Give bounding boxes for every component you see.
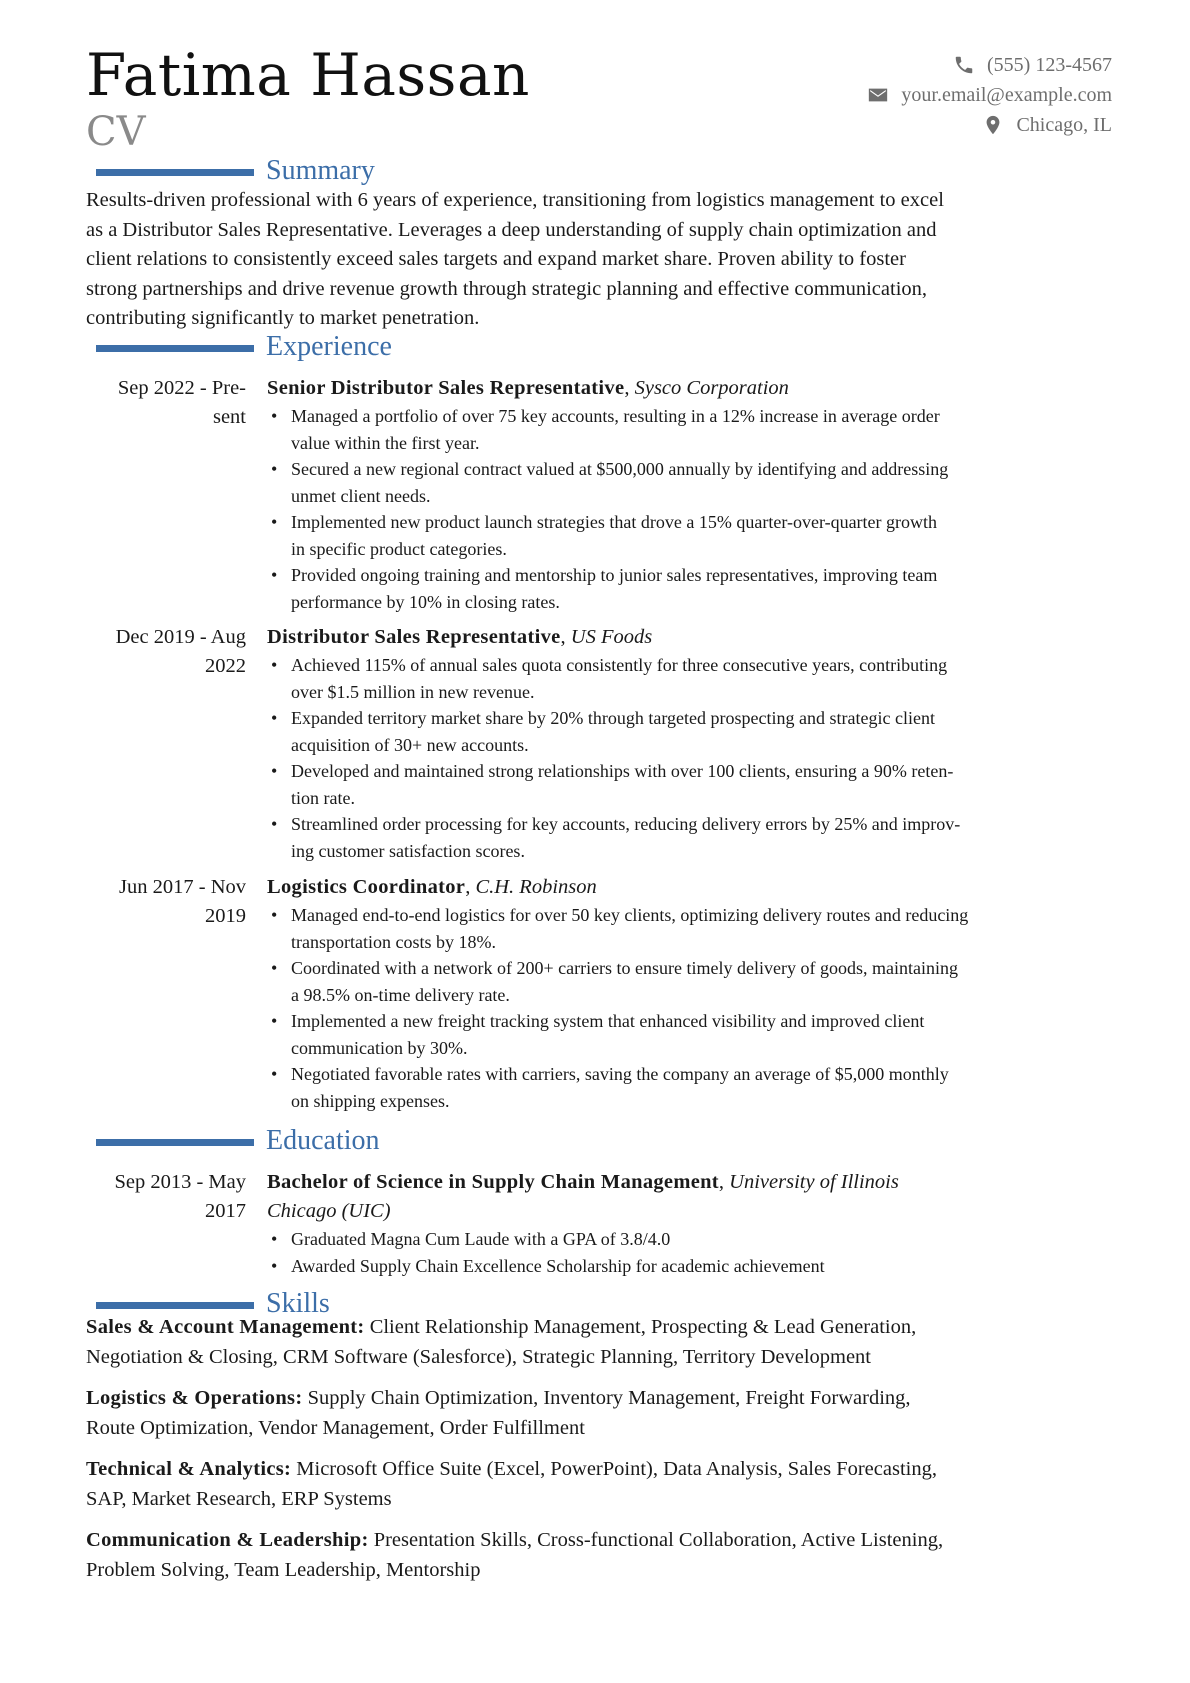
contact-location — [692, 110, 1112, 140]
bullet-item: • Provided ongoing training and mentorship to junior sales representatives, improving team performance by 10% in closing rates. — [267, 562, 1112, 615]
degree-title: Bachelor of Science in Supply Chain Management — [267, 1171, 719, 1193]
bullet-item: • Secured a new regional contract valued at $500,000 annually by identifying and addressing unmet client needs. — [267, 456, 1112, 509]
contact-email — [692, 80, 1112, 110]
skill-items: Supply Chain Optimization, Inventory Management, Freight Forwarding, — [307, 1387, 911, 1409]
entry-title: Distributor Sales Representative, US Foods — [267, 626, 653, 648]
bullet-item: • Managed end-to-end logistics for over 50 key clients, optimizing delivery routes and reducing transportation costs by 18%. — [267, 902, 1112, 955]
skill-group-label: Communication & Leadership: — [86, 1529, 369, 1551]
company-name: Sysco Corporation — [634, 377, 789, 399]
bullet-list — [267, 403, 1112, 615]
bullet-item: • Coordinated with a network of 200+ carriers to ensure timely delivery of goods, maintaining a 98.5% on-time delivery rate. — [267, 955, 1112, 1008]
bullet-list — [267, 652, 1112, 864]
entry-date — [86, 1168, 246, 1226]
date-line: Sep 2013 - May — [114, 1171, 246, 1193]
bullet-item: • Developed and maintained strong relationships with over 100 clients, ensuring a 90% reten- tion rate. — [267, 758, 1112, 811]
date-line: sent — [212, 406, 246, 428]
entry-body — [267, 873, 1112, 1114]
skill-group — [86, 1313, 1116, 1372]
entry-title: Senior Distributor Sales Representative, Sysco Corporation — [267, 377, 789, 399]
summary-line: strong partnerships and drive revenue growth through strategic planning and effective communication, — [86, 277, 928, 300]
contact-block — [692, 50, 1112, 140]
summary-line: client relations to consistently exceed sales targets and expand market share. Proven ability to foster — [86, 248, 906, 270]
skill-group — [86, 1526, 1116, 1585]
skill-items: Presentation Skills, Cross-functional Collaboration, Active Listening, — [373, 1529, 944, 1551]
bullet-item: • Implemented a new freight tracking system that enhanced visibility and improved client communication by 30%. — [267, 1008, 1112, 1061]
skills-list — [86, 1313, 1116, 1597]
company-name: C.H. Robinson — [475, 876, 597, 898]
bullet-item: • Awarded Supply Chain Excellence Scholarship for academic achievement — [267, 1253, 1112, 1280]
date-line: 2017 — [205, 1200, 246, 1222]
section-bar — [96, 1302, 254, 1309]
skill-items: Negotiation & Closing, CRM Software (Salesforce), Strategic Planning, Territory Development — [86, 1345, 872, 1368]
skill-group-label: Sales & Account Management: — [86, 1316, 365, 1338]
summary-line: contributing significantly to market penetration. — [86, 307, 480, 329]
education-heading — [96, 1124, 380, 1158]
bullet-item: • Streamlined order processing for key accounts, reducing delivery errors by 25% and improv- ing customer satisfaction scores. — [267, 811, 1112, 864]
date-line: Sep 2022 - Pre- — [117, 377, 246, 399]
date-line: 2022 — [205, 655, 246, 677]
job-title: Distributor Sales Representative — [267, 626, 561, 648]
skill-group-label: Technical & Analytics: — [86, 1458, 292, 1480]
document-label: CV — [86, 109, 146, 155]
entry-date — [86, 873, 246, 931]
bullet-item: • Achieved 115% of annual sales quota consistently for three consecutive years, contributing over $1.5 million in new revenue. — [267, 652, 1112, 705]
location-text: Chicago, IL — [1016, 114, 1112, 136]
envelope-icon — [867, 84, 889, 106]
bullet-list — [267, 1226, 1112, 1279]
entry-body — [267, 1168, 1112, 1279]
entry-title: Bachelor of Science in Supply Chain Management, University of Illinois — [267, 1171, 899, 1193]
section-title-skills: Skills — [266, 1288, 330, 1319]
bullet-item: • Graduated Magna Cum Laude with a GPA of 3.8/4.0 — [267, 1226, 1112, 1253]
summary-text — [86, 186, 1110, 334]
entry-title-continued — [267, 1197, 1112, 1226]
skill-group-label: Logistics & Operations: — [86, 1387, 303, 1409]
section-bar — [96, 169, 254, 176]
date-line: Jun 2017 - Nov — [119, 876, 246, 898]
summary-line: Results-driven professional with 6 years of experience, transitioning from logistics management to excel — [86, 189, 944, 211]
entry-date — [86, 623, 246, 681]
entry-body — [267, 623, 1112, 864]
skill-group — [86, 1455, 1116, 1514]
contact-phone — [692, 50, 1112, 80]
email-text[interactable]: your.email@example.com — [901, 84, 1112, 106]
map-pin-icon — [982, 114, 1004, 136]
bullet-list — [267, 902, 1112, 1114]
job-title: Logistics Coordinator — [267, 876, 466, 898]
phone-text[interactable]: (555) 123-4567 — [987, 54, 1112, 76]
skill-items: Route Optimization, Vendor Management, Order Fulfillment — [86, 1416, 585, 1439]
school-name-continued: Chicago (UIC) — [267, 1200, 391, 1222]
entry-title: Logistics Coordinator, C.H. Robinson — [267, 876, 597, 898]
section-title-experience: Experience — [266, 331, 392, 362]
section-title-education: Education — [266, 1125, 380, 1156]
section-title-summary: Summary — [266, 155, 375, 186]
skill-items: Microsoft Office Suite (Excel, PowerPoint), Data Analysis, Sales Forecasting, — [296, 1458, 937, 1480]
phone-icon — [953, 54, 975, 76]
date-line: Dec 2019 - Aug — [115, 626, 246, 648]
skill-items: Problem Solving, Team Leadership, Mentorship — [86, 1558, 481, 1581]
bullet-item: • Managed a portfolio of over 75 key accounts, resulting in a 12% increase in average order value within the first year. — [267, 403, 1112, 456]
date-line: 2019 — [205, 905, 246, 927]
section-bar — [96, 345, 254, 352]
entry-body — [267, 374, 1112, 615]
candidate-name: Fatima Hassan — [86, 41, 530, 109]
job-title: Senior Distributor Sales Representative — [267, 377, 625, 399]
school-name: University of Illinois — [729, 1171, 899, 1193]
section-bar — [96, 1139, 254, 1146]
skill-items: SAP, Market Research, ERP Systems — [86, 1487, 392, 1510]
skill-group — [86, 1384, 1116, 1443]
bullet-item: • Implemented new product launch strategies that drove a 15% quarter-over-quarter growth in specific product categories. — [267, 509, 1112, 562]
summary-heading — [96, 154, 375, 188]
bullet-item: • Expanded territory market share by 20% through targeted prospecting and strategic client acquisition of 30+ new accounts. — [267, 705, 1112, 758]
experience-heading — [96, 330, 392, 364]
skill-items: Client Relationship Management, Prospecting & Lead Generation, — [369, 1316, 917, 1338]
company-name: US Foods — [570, 626, 653, 648]
entry-date — [86, 374, 246, 432]
summary-line: as a Distributor Sales Representative. Leverages a deep understanding of supply chain optimization and — [86, 218, 937, 241]
bullet-item: • Negotiated favorable rates with carriers, saving the company an average of $5,000 monthly on shipping expenses. — [267, 1061, 1112, 1114]
